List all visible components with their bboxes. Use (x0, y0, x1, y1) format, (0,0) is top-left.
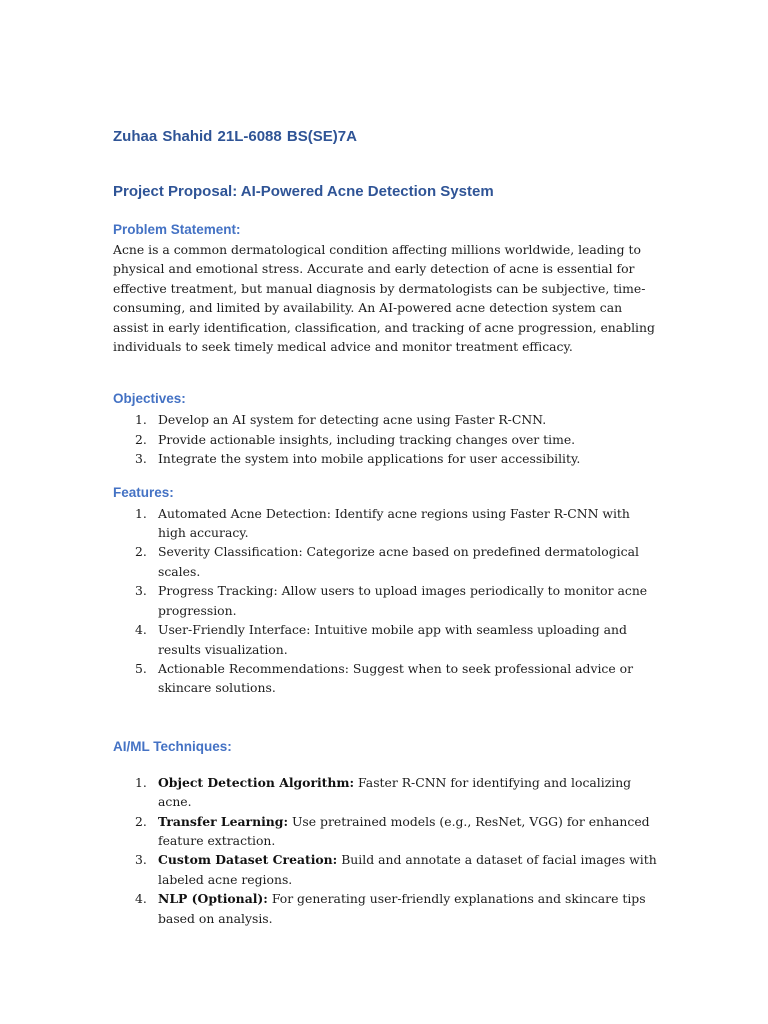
list-item (113, 659, 658, 698)
list-item (113, 449, 658, 468)
list-number: 5. (135, 660, 147, 676)
document-title: Project Proposal: AI-Powered Acne Detection System (113, 183, 494, 200)
list-item-term: Transfer Learning: (158, 813, 289, 829)
list-item (113, 504, 658, 543)
list-number: 1. (135, 412, 147, 428)
list-item-text: Use pretrained models (e.g., ResNet, VGG) for enhanced feature extraction. (158, 813, 650, 848)
list-number: 3. (135, 852, 147, 868)
features-list (113, 504, 658, 698)
list-number: 2. (135, 813, 147, 829)
document-body (113, 126, 658, 928)
list-number: 4. (135, 622, 147, 638)
features-heading: Features: (113, 484, 174, 500)
list-item (113, 410, 658, 429)
list-item-text: Actionable Recommendations: Suggest when to seek professional advice or skincare solutions. (158, 660, 634, 696)
list-number: 2. (135, 431, 147, 447)
problem-statement-paragraph: Acne is a common dermatological condition affecting millions worldwide, leading to physical and emotional stress. Accurate and early detection of acne is essential for effective treatment, but manual diagnosis by dermatologists can be subjective, time-consuming, and limited by availability. An AI-powered acne detection system can assist in early identification, classification, and tracking of acne progression, enabling individuals to seek timely medical advice and monitor treatment efficacy. (113, 242, 655, 355)
list-item-text: Build and annotate a dataset of facial images with labeled acne regions. (158, 852, 657, 887)
list-item (113, 581, 658, 620)
list-number: 3. (135, 583, 147, 599)
objectives-list (113, 410, 658, 468)
list-number: 4. (135, 891, 147, 907)
problem-statement-heading: Problem Statement: (113, 222, 241, 237)
list-item (113, 850, 658, 889)
list-item-term: NLP (Optional): (158, 891, 268, 907)
list-item-text: Progress Tracking: Allow users to upload images periodically to monitor acne progression. (158, 583, 648, 618)
ai-ml-techniques-list (113, 773, 658, 928)
list-number: 1. (135, 774, 147, 790)
list-item (113, 889, 658, 928)
list-number: 1. (135, 505, 147, 521)
list-item-text: Automated Acne Detection: Identify acne regions using Faster R-CNN with high accuracy. (158, 505, 630, 541)
list-item-text: Develop an AI system for detecting acne using Faster R-CNN. (158, 412, 547, 428)
list-item-term: Object Detection Algorithm: (158, 774, 355, 790)
list-item (113, 542, 658, 581)
objectives-heading: Objectives: (113, 391, 186, 407)
list-item (113, 430, 658, 449)
list-item-text: For generating user-friendly explanations and skincare tips based on analysis. (158, 891, 646, 926)
list-item-text: User-Friendly Interface: Intuitive mobile app with seamless uploading and results visualization. (158, 622, 627, 657)
list-item (113, 773, 658, 812)
list-item-text: Integrate the system into mobile applications for user accessibility. (158, 451, 581, 467)
list-item (113, 620, 658, 659)
list-item-text: Faster R-CNN for identifying and localizing acne. (158, 774, 632, 810)
list-number: 2. (135, 544, 147, 560)
ai-ml-techniques-heading: AI/ML Techniques: (113, 738, 232, 754)
list-item-text: Provide actionable insights, including tracking changes over time. (158, 431, 576, 447)
list-item-term: Custom Dataset Creation: (158, 852, 338, 868)
author-line: Zuhaa Shahid 21L-6088 BS(SE)7A (113, 128, 357, 145)
list-item (113, 812, 658, 851)
list-item-text: Severity Classification: Categorize acne based on predefined dermatological scales. (158, 544, 639, 579)
list-number: 3. (135, 451, 147, 467)
